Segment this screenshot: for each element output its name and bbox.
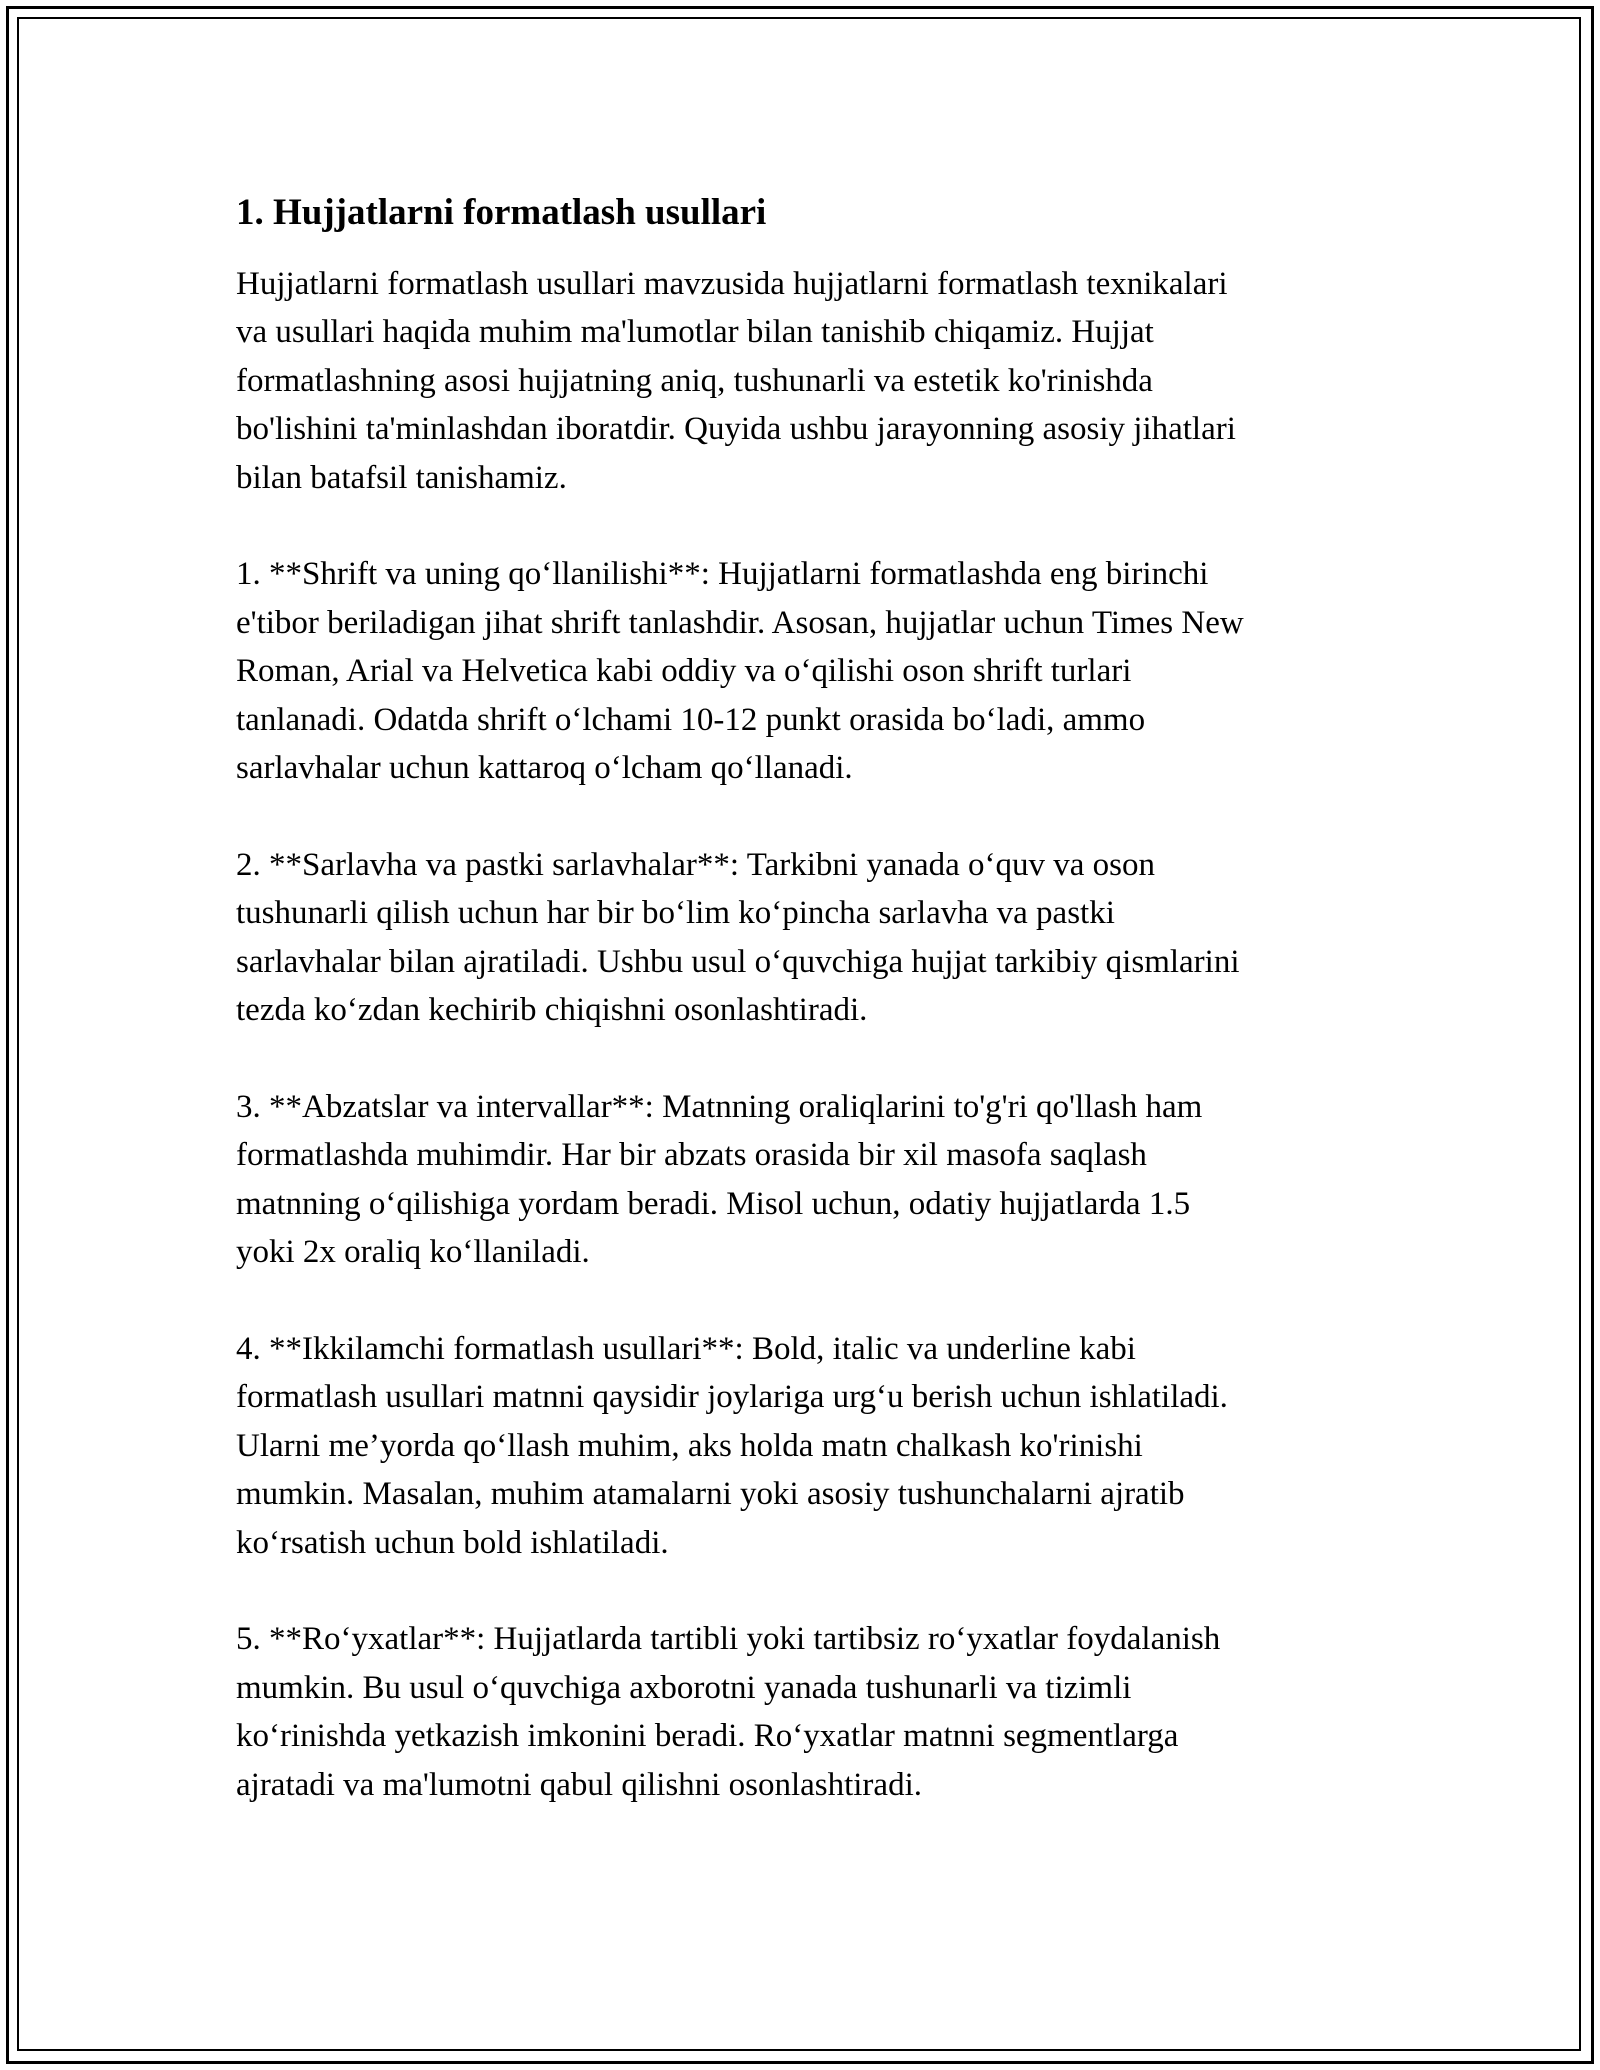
intro-paragraph: Hujjatlarni formatlash usullari mavzusida hujjatlarni formatlash texnikalari va usullari haqida muhim ma'lumotlar bilan tanishib chiqamiz. Hujjat formatlashning asosi hujjatning aniq, tushunarli va estetik ko'rinishda bo'lishini ta'minlashdan iboratdir. Quyida ushbu jarayonning asosiy jihatlari bilan batafsil tanishamiz. — [236, 266, 1236, 496]
document-body — [236, 188, 1366, 1809]
paragraph-royxatlar: 5. **Ro‘yxatlar**: Hujjatlarda tartibli yoki tartibsiz ro‘yxatlar foydalanish mumkin. Bu usul o‘quvchiga axborotni yanada tushunarli va tizimli ko‘rinishda yetkazish imkonini beradi. Ro‘yxatlar matnni segmentlarga ajratadi va ma'lumotni qabul qilishni osonlashtiradi. — [236, 1621, 1221, 1803]
paragraph-sarlavha: 2. **Sarlavha va pastki sarlavhalar**: Tarkibni yanada o‘quv va oson tushunarli qilish uchun har bir bo‘lim ko‘pincha sarlavha va pastki sarlavhalar bilan ajratiladi. Ushbu usul o‘quvchiga hujjat tarkibiy qismlarini tezda ko‘zdan kechirib chiqishni osonlashtiradi. — [236, 846, 1240, 1029]
paragraph-shrift: 1. **Shrift va uning qo‘llanilishi**: Hujjatlarni formatlashda eng birinchi e'tibor beriladigan jihat shrift tanlashdir. Asosan, hujjatlar uchun Times New Roman, Arial va Helvetica kabi oddiy va o‘qilishi oson shrift turlari tanlanadi. Odatda shrift o‘lchami 10-12 punkt orasida bo‘ladi, ammo sarlavhalar uchun kattaroq o‘lcham qo‘llanadi. — [236, 556, 1244, 787]
paragraph-ikkilamchi: 4. **Ikkilamchi formatlash usullari**: Bold, italic va underline kabi formatlash usullari matnni qaysidir joylariga urg‘u berish uchun ishlatiladi. Ularni me’yorda qo‘llash muhim, aks holda matn chalkash ko'rinishi mumkin. Masalan, muhim atamalarni yoki asosiy tushunchalarni ajratib ko‘rsatish uchun bold ishlatiladi. — [236, 1330, 1228, 1561]
paragraph-abzatslar: 3. **Abzatslar va intervallar**: Matnning oraliqlarini to'g'ri qo'llash ham formatlashda muhimdir. Har bir abzats orasida bir xil masofa saqlash matnning o‘qilishiga yordam beradi. Misol uchun, odatiy hujjatlarda 1.5 yoki 2x oraliq ko‘llaniladi. — [236, 1088, 1203, 1271]
document-title: 1. Hujjatlarni formatlash usullari — [236, 192, 767, 233]
